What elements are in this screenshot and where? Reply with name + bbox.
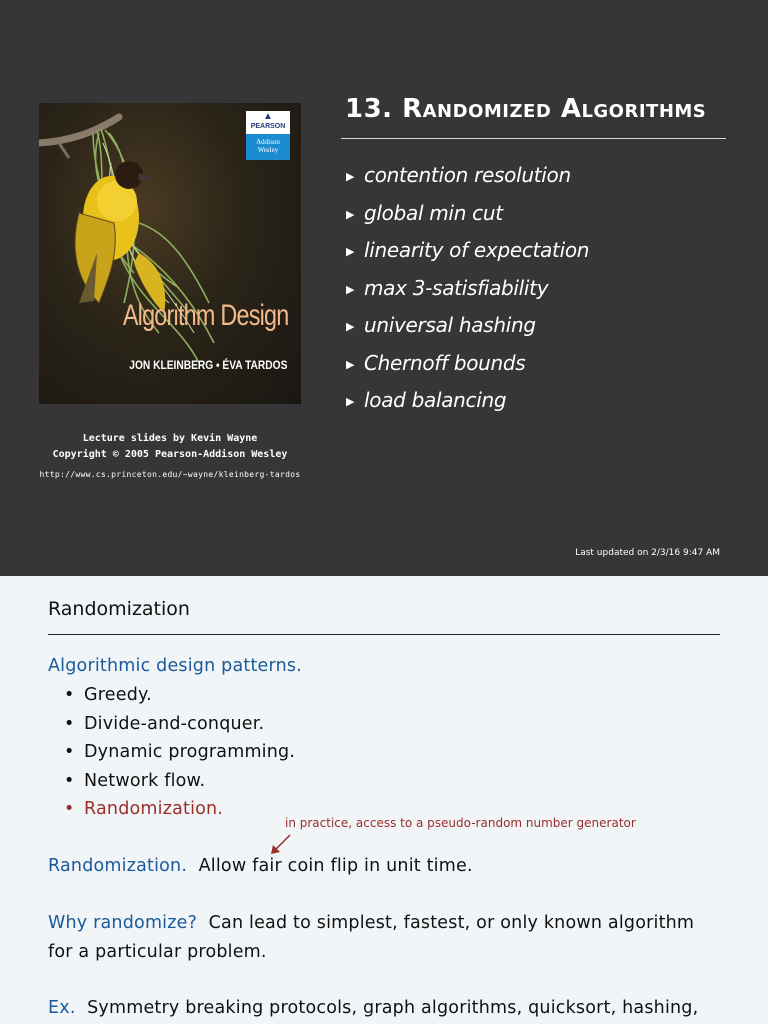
credit-url: http://www.cs.princeton.edu/~wayne/kleinberg-tardos <box>39 470 301 479</box>
topic-list <box>346 158 589 421</box>
bullet-icon: • <box>64 799 75 819</box>
credit-lecture: Lecture slides by Kevin Wayne <box>82 433 258 444</box>
why-line <box>48 909 723 966</box>
last-updated: Last updated on 2/3/16 9:47 AM <box>575 548 720 558</box>
bullet-icon: • <box>64 685 75 705</box>
bullet-icon: • <box>64 770 75 791</box>
pattern-list <box>64 681 295 824</box>
why-label: Why randomize? <box>48 913 198 933</box>
triangle-bullet-icon: ▶ <box>346 170 355 183</box>
publisher-top-text: PEARSON <box>250 123 286 130</box>
pattern-item: • Divide-and-conquer. <box>64 710 295 739</box>
triangle-bullet-icon: ▶ <box>346 282 355 296</box>
bullet-icon: • <box>64 713 75 734</box>
patterns-label: Algorithmic design patterns. <box>48 656 302 676</box>
annotation-note: in practice, access to a pseudo-random number generator <box>285 816 636 830</box>
slide-heading: Randomization <box>48 598 190 620</box>
example-label: Ex. <box>48 998 76 1018</box>
chapter-title: 13. Randomized Algorithms <box>345 94 707 124</box>
bullet-icon: • <box>64 742 75 762</box>
pattern-item-highlighted: • Randomization. <box>64 795 295 824</box>
book-cover <box>39 103 301 404</box>
book-title: Algorithm Design <box>122 299 289 332</box>
topic-item: ▶ contention resolution <box>346 158 589 196</box>
pattern-item: • Dynamic programming. <box>64 738 295 767</box>
book-authors: JON KLEINBERG • ÉVA TARDOS <box>129 358 288 372</box>
triangle-bullet-icon: ▶ <box>346 357 355 371</box>
example-line <box>48 994 698 1023</box>
topic-item: ▶ Chernoff bounds <box>346 346 589 384</box>
pattern-item: • Network flow. <box>64 767 295 796</box>
heading-divider <box>48 634 720 635</box>
definition-label: Randomization. <box>48 856 188 876</box>
example-text: Symmetry breaking protocols, graph algorithms, quicksort, hashing, <box>87 998 699 1018</box>
why-text: Can lead to simplest, fastest, or only known algorithm for a particular problem. <box>48 913 695 962</box>
definition-line <box>48 852 473 881</box>
triangle-bullet-icon: ▶ <box>346 320 355 333</box>
topic-item: ▶ max 3-satisfiability <box>346 271 589 309</box>
publisher-bottom-text: Addison Wesley <box>246 134 290 160</box>
triangle-bullet-icon: ▶ <box>346 245 355 258</box>
pattern-item: • Greedy. <box>64 681 295 710</box>
topic-item: ▶ load balancing <box>346 383 589 421</box>
topic-item: ▶ global min cut <box>346 196 589 234</box>
chapter-divider <box>341 138 726 139</box>
topic-item: ▶ linearity of expectation <box>346 233 589 271</box>
pearson-logo-icon: ▲ <box>263 111 273 122</box>
definition-text: Allow fair coin flip in unit time. <box>198 856 473 876</box>
topic-item: ▶ universal hashing <box>346 308 589 346</box>
triangle-bullet-icon: ▶ <box>346 395 355 408</box>
triangle-bullet-icon: ▶ <box>346 207 355 221</box>
publisher-logo <box>246 111 290 159</box>
content-slide <box>0 576 768 1024</box>
credit-copyright: Copyright © 2005 Pearson-Addison Wesley <box>52 449 288 460</box>
